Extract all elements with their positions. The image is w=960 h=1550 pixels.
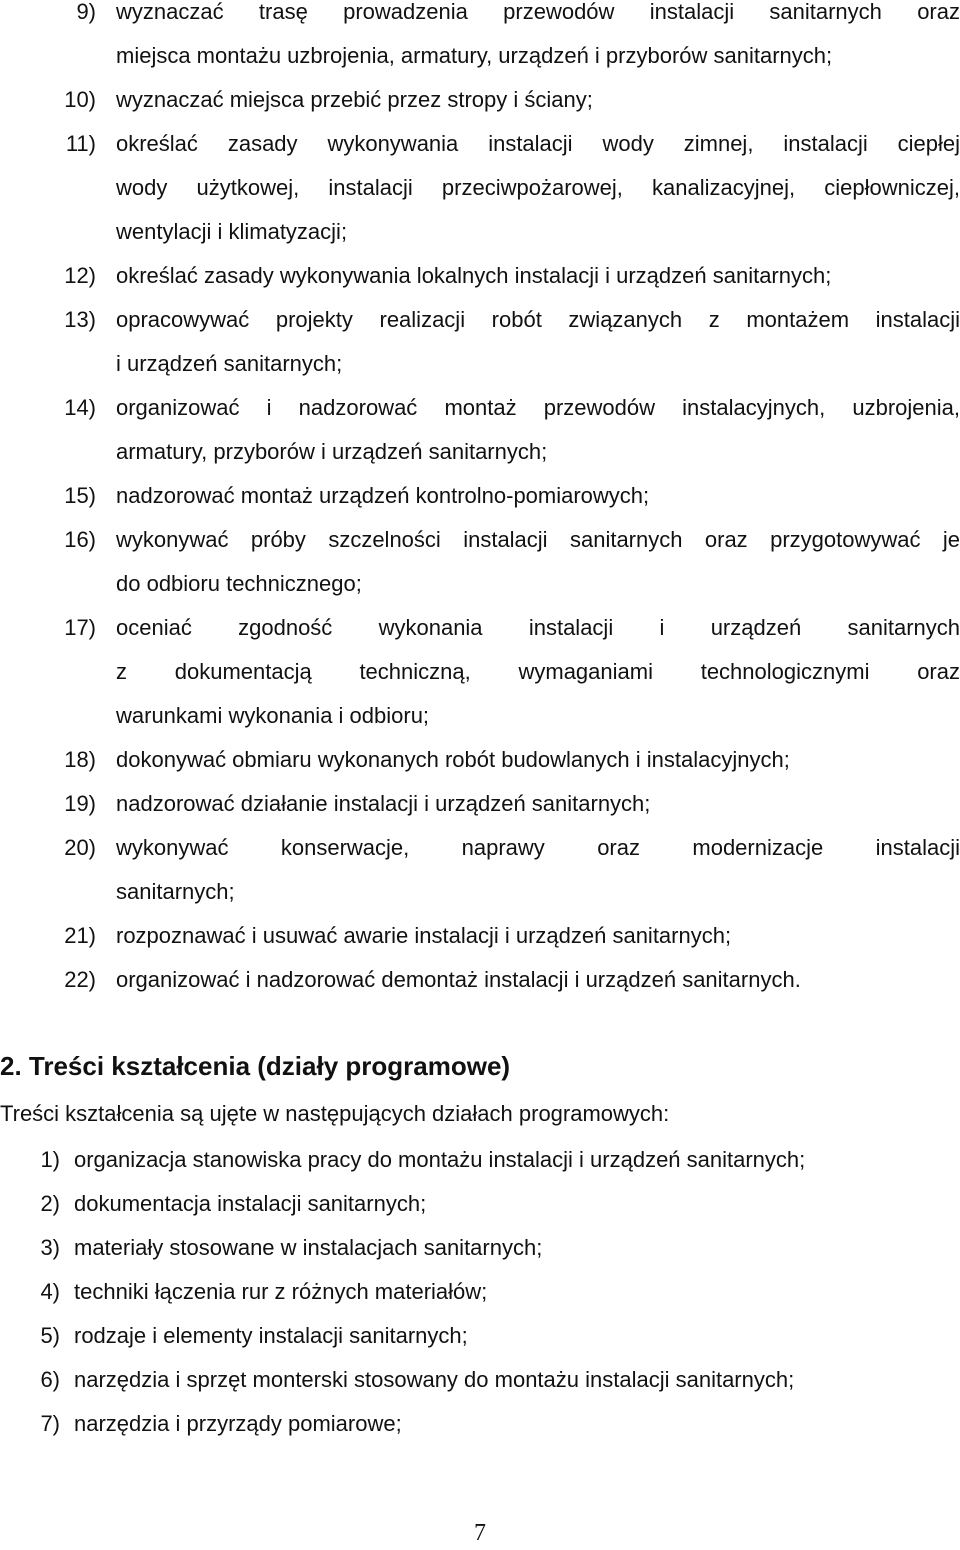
program-section-number: 3) bbox=[40, 1235, 60, 1260]
list-item-text-line: wykonywać konserwacje, naprawy oraz modernizacje instalacji bbox=[116, 835, 960, 860]
program-section-number: 2) bbox=[40, 1191, 60, 1216]
list-item-number: 12) bbox=[64, 263, 96, 288]
program-section-item bbox=[0, 1182, 960, 1226]
list-item-number: 9) bbox=[76, 0, 96, 24]
list-item-text-line: armatury, przyborów i urządzeń sanitarnych; bbox=[116, 439, 548, 464]
list-item-text-line: nadzorować działanie instalacji i urządzeń sanitarnych; bbox=[116, 791, 651, 816]
program-section-item bbox=[0, 1138, 960, 1182]
list-item-text-line: sanitarnych; bbox=[116, 879, 235, 904]
program-section-item bbox=[0, 1358, 960, 1402]
list-item-number: 13) bbox=[64, 307, 96, 332]
list-item-text-line: wykonywać próby szczelności instalacji sanitarnych oraz przygotowywać je bbox=[116, 527, 960, 552]
list-item-number: 10) bbox=[64, 87, 96, 112]
list-item bbox=[0, 914, 960, 958]
list-item-text-line: opracowywać projekty realizacji robót związanych z montażem instalacji bbox=[116, 307, 960, 332]
program-section-text: narzędzia i przyrządy pomiarowe; bbox=[74, 1411, 402, 1436]
list-item-number: 14) bbox=[64, 395, 96, 420]
program-section-item bbox=[0, 1314, 960, 1358]
list-item-text-line: określać zasady wykonywania lokalnych instalacji i urządzeń sanitarnych; bbox=[116, 263, 832, 288]
list-item-text-line: określać zasady wykonywania instalacji wody zimnej, instalacji ciepłej bbox=[116, 131, 960, 156]
list-item-text-line: wody użytkowej, instalacji przeciwpożarowej, kanalizacyjnej, ciepłowniczej, bbox=[116, 175, 960, 200]
list-item bbox=[0, 606, 960, 728]
section-intro: Treści kształcenia są ujęte w następujących działach programowych: bbox=[0, 1101, 670, 1126]
program-section-text: narzędzia i sprzęt monterski stosowany do montażu instalacji sanitarnych; bbox=[74, 1367, 795, 1392]
list-item-text-line: i urządzeń sanitarnych; bbox=[116, 351, 343, 376]
list-item bbox=[0, 518, 960, 596]
list-item-text-line: dokonywać obmiaru wykonanych robót budowlanych i instalacyjnych; bbox=[116, 747, 790, 772]
list-item bbox=[0, 254, 960, 298]
list-item bbox=[0, 958, 960, 1002]
list-item-text-line: organizować i nadzorować montaż przewodów instalacyjnych, uzbrojenia, bbox=[116, 395, 960, 420]
list-item-text-line: organizować i nadzorować demontaż instalacji i urządzeń sanitarnych. bbox=[116, 967, 801, 992]
list-item-number: 18) bbox=[64, 747, 96, 772]
page-number: 7 bbox=[474, 1520, 486, 1546]
list-item-text-line: warunkami wykonania i odbioru; bbox=[116, 703, 430, 728]
list-item-text-line: miejsca montażu uzbrojenia, armatury, urządzeń i przyborów sanitarnych; bbox=[116, 43, 833, 68]
list-item bbox=[0, 738, 960, 782]
list-item-text-line: rozpoznawać i usuwać awarie instalacji i urządzeń sanitarnych; bbox=[116, 923, 732, 948]
program-section-item bbox=[0, 1270, 960, 1314]
list-item-text-line: wyznaczać miejsca przebić przez stropy i ściany; bbox=[116, 87, 593, 112]
program-section-text: rodzaje i elementy instalacji sanitarnych; bbox=[74, 1323, 468, 1348]
list-item-number: 11) bbox=[65, 131, 96, 156]
list-item bbox=[0, 386, 960, 464]
list-item-number: 16) bbox=[64, 527, 96, 552]
list-item bbox=[0, 826, 960, 904]
program-section-text: organizacja stanowiska pracy do montażu instalacji i urządzeń sanitarnych; bbox=[74, 1147, 806, 1172]
program-section-text: dokumentacja instalacji sanitarnych; bbox=[74, 1191, 427, 1216]
list-item-number: 20) bbox=[64, 835, 96, 860]
list-item-number: 22) bbox=[64, 967, 96, 992]
list-item-number: 19) bbox=[64, 791, 96, 816]
list-item-number: 15) bbox=[64, 483, 96, 508]
program-section-number: 5) bbox=[40, 1323, 60, 1348]
list-item bbox=[0, 782, 960, 826]
list-item-number: 21) bbox=[64, 923, 96, 948]
list-item-text-line: oceniać zgodność wykonania instalacji i urządzeń sanitarnych bbox=[116, 615, 960, 640]
list-item bbox=[0, 0, 960, 68]
program-section-item bbox=[0, 1402, 960, 1446]
list-item bbox=[0, 298, 960, 376]
program-section-number: 4) bbox=[40, 1279, 60, 1304]
program-section-number: 7) bbox=[40, 1411, 60, 1436]
list-item bbox=[0, 78, 960, 122]
list-item bbox=[0, 474, 960, 518]
list-item bbox=[0, 122, 960, 244]
program-section-number: 1) bbox=[40, 1147, 60, 1172]
program-section-text: techniki łączenia rur z różnych materiałów; bbox=[74, 1279, 488, 1304]
list-item-text-line: do odbioru technicznego; bbox=[116, 571, 362, 596]
list-item-text-line: wyznaczać trasę prowadzenia przewodów instalacji sanitarnych oraz bbox=[116, 0, 960, 24]
section-heading: 2. Treści kształcenia (działy programowe) bbox=[0, 1051, 511, 1081]
list-item-number: 17) bbox=[64, 615, 96, 640]
list-item-text-line: nadzorować montaż urządzeń kontrolno-pomiarowych; bbox=[116, 483, 650, 508]
program-section-text: materiały stosowane w instalacjach sanitarnych; bbox=[74, 1235, 543, 1260]
list-item-text-line: wentylacji i klimatyzacji; bbox=[116, 219, 348, 244]
list-item-text-line: z dokumentacją techniczną, wymaganiami technologicznymi oraz bbox=[116, 659, 960, 684]
program-section-item bbox=[0, 1226, 960, 1270]
program-section-number: 6) bbox=[40, 1367, 60, 1392]
